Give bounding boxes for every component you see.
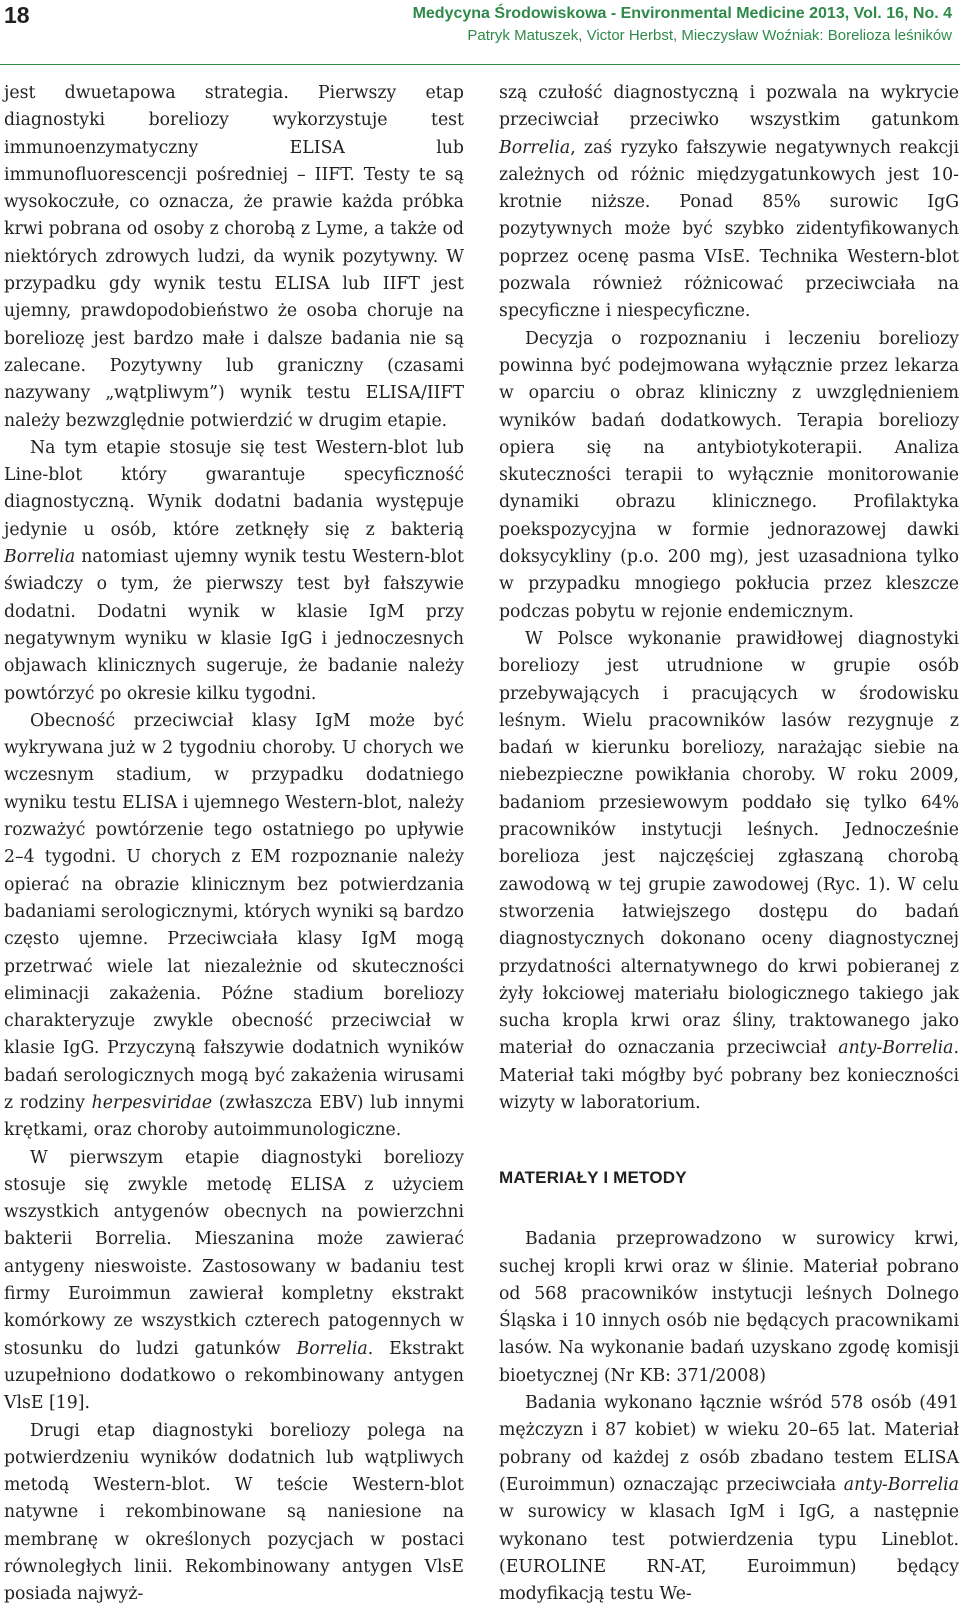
section-heading: MATERIAŁY I METODY xyxy=(499,1168,687,1188)
right-column xyxy=(499,80,959,1605)
paragraph: szą czułość diagnostyczną i pozwala na wykrycie przeciwciał przeciwko wszystkim gatunkom Borrelia, zaś ryzyko fałszywie negatywnych reakcji zależnych od różnic międzygatunkowych jest 10-krotnie niższe. Ponad 85% surowic IgG pozytywnych może być szybko zidentyfikowanych poprzez ocenę pasma VIsE. Technika Western-blot pozwala również różnicować przeciwciała na specyficzne i niespecyficzne. xyxy=(499,83,959,322)
paragraph: jest dwuetapowa strategia. Pierwszy etap diagnostyki boreliozy wykorzystuje test immunoenzymatyczny ELISA lub immunofluorescencji pośredniej – IIFT. Testy te są wysokoczułe, co oznacza, że prawie każda próbka krwi pobrana od osoby z chorobą z Lyme, a także od niektórych zdrowych ludzi, da wynik pozytywny. W przypadku gdy wynik testu ELISA lub IIFT jest ujemny, prawdopodobieństwo że osoba choruje na boreliozę jest bardzo małe i dalsze badania nie są zalecane. Pozytywny lub graniczny (czasami nazywany „wątpliwym”) wynik testu ELISA/IIFT należy bezwzględnie potwierdzić w drugim etapie. xyxy=(4,83,464,431)
paragraph: W pierwszym etapie diagnostyki boreliozy stosuje się zwykle metodę ELISA z użyciem wszystkich antygenów obecnych na powierzchni bakterii Borrelia. Mieszanina może zawierać antygeny nieswoiste. Zastosowany w badaniu test firmy Euroimmun zawierał kompletny ekstrakt komórkowy ze wszystkich czterech patogennych w stosunku do ludzi gatunków Borrelia. Ekstrakt uzupełniono dodatkowo o rekombinowany antygen VlsE [19]. xyxy=(4,1147,464,1414)
paragraph: Badania wykonano łącznie wśród 578 osób (491 mężczyzn i 87 kobiet) w wieku 20–65 lat. Materiał pobrany od każdej z osób zbadano testem ELISA (Euroimmun) oznaczając przeciwciała anty-Borrelia w surowicy w klasach IgM i IgG, a następnie wykonano test potwierdzenia typu Lineblot. (EUROLINE RN-AT, Euroimmun) będący modyfikacją testu We- xyxy=(499,1393,959,1605)
running-header-authors: Patryk Matuszek, Victor Herbst, Mieczysław Woźniak: Borelioza leśników xyxy=(467,27,952,44)
paragraph: Obecność przeciwciał klasy IgM może być wykrywana już w 2 tygodniu choroby. U chorych we wczesnym stadium, w przypadku dodatniego wyniku testu ELISA i ujemnego Western-blot, należy rozważyć powtórzenie tego ostatniego po upływie 2–4 tygodni. U chorych z EM rozpoznanie należy opierać na obrazie klinicznym bez potwierdzania badaniami serologicznymi, których wyniki są bardzo często ujemne. Przeciwciała klasy IgM mogą przetrwać wiele lat niezależnie od skuteczności eliminacji zakażenia. Późne stadium boreliozy charakteryzuje zwykle obecność przeciwciał w klasie IgG. Przyczyną fałszywie dodatnich wyników badań serologicznych mogą być zakażenia wirusami z rodziny herpesviridae (zwłaszcza EBV) lub innymi krętkami, oraz choroby autoimmunologiczne. xyxy=(4,710,465,1141)
paragraph: Drugi etap diagnostyki boreliozy polega na potwierdzeniu wyników dodatnich lub wątpliwych metodą Western-blot. W teście Western-blot natywne i rekombinowane są naniesione na membranę w określonych pozycjach w postaci równoległych linii. Rekombinowany antygen VlsE posiada najwyż- xyxy=(4,1420,464,1605)
journal-title: Medycyna Środowiskowa - Environmental Medicine 2013, Vol. 16, No. 4 xyxy=(412,5,952,22)
page-number: 18 xyxy=(4,2,30,28)
paragraph: Badania przeprowadzono w surowicy krwi, suchej kropli krwi oraz w ślinie. Materiał pobrano od 568 pracowników instytucji leśnych Dolnego Śląska i 10 innych osób nie będących pracownikami lasów. Na wykonanie badań uzyskano zgodę komisji bioetycznej (Nr KB: 371/2008) xyxy=(499,1229,959,1386)
header-rule xyxy=(0,64,960,65)
paragraph: W Polsce wykonanie prawidłowej diagnostyki boreliozy jest utrudnione w grupie osób przebywających i pracujących w środowisku leśnym. Wielu pracowników lasów rezygnuje z badań w kierunku boreliozy, narażając siebie na niebezpieczne powikłania choroby. W roku 2009, badaniom przesiewowym poddało się tylko 64% pracowników instytucji leśnych. Jednocześnie borelioza jest najczęściej zgłaszaną chorobą zawodową w tej grupie zawodowej (Ryc. 1). W celu stworzenia łatwiejszego dostępu do badań diagnostycznych dokonano oceny diagnostycznej przydatności alternatywnego do krwi pobieranej z żyły łokciowej materiału biologicznego takiego jak sucha kropla krwi oraz śliny, traktowanego jako materiał do oznaczania przeciwciał anty-Borrelia. Materiał taki mógłby być pobrany bez konieczności wizyty w laboratorium. xyxy=(499,628,959,1113)
paragraph: Na tym etapie stosuje się test Western-blot lub Line-blot który gwarantuje specyficzność diagnostyczną. Wynik dodatni badania występuje jedynie u osób, które zetknęły się z bakterią Borrelia natomiast ujemny wynik testu Western-blot świadczy o tym, że pierwszy test był fałszywie dodatni. Dodatni wynik w klasie IgM przy negatywnym wyniku w klasie IgG i jednoczesnych objawach klinicznych sugeruje, że badanie należy powtórzyć po okresie kilku tygodni. xyxy=(4,437,464,704)
left-column xyxy=(4,80,465,1605)
paragraph: Decyzja o rozpoznaniu i leczeniu boreliozy powinna być podejmowana wyłącznie przez lekarza w oparciu o obraz kliniczny z uwzględnieniem wyników badań dodatkowych. Terapia boreliozy opiera się na antybiotykoterapii. Analiza skuteczności terapii to wyłącznie monitorowanie dynamiki obrazu klinicznego. Profilaktyka poekspozycyjna w formie jednorazowej dawki doksycykliny (p.o. 200 mg), jest uzasadniona tylko w przypadku mnogiego pokłucia przez kleszcze podczas pobytu w rejonie endemicznym. xyxy=(499,328,959,622)
